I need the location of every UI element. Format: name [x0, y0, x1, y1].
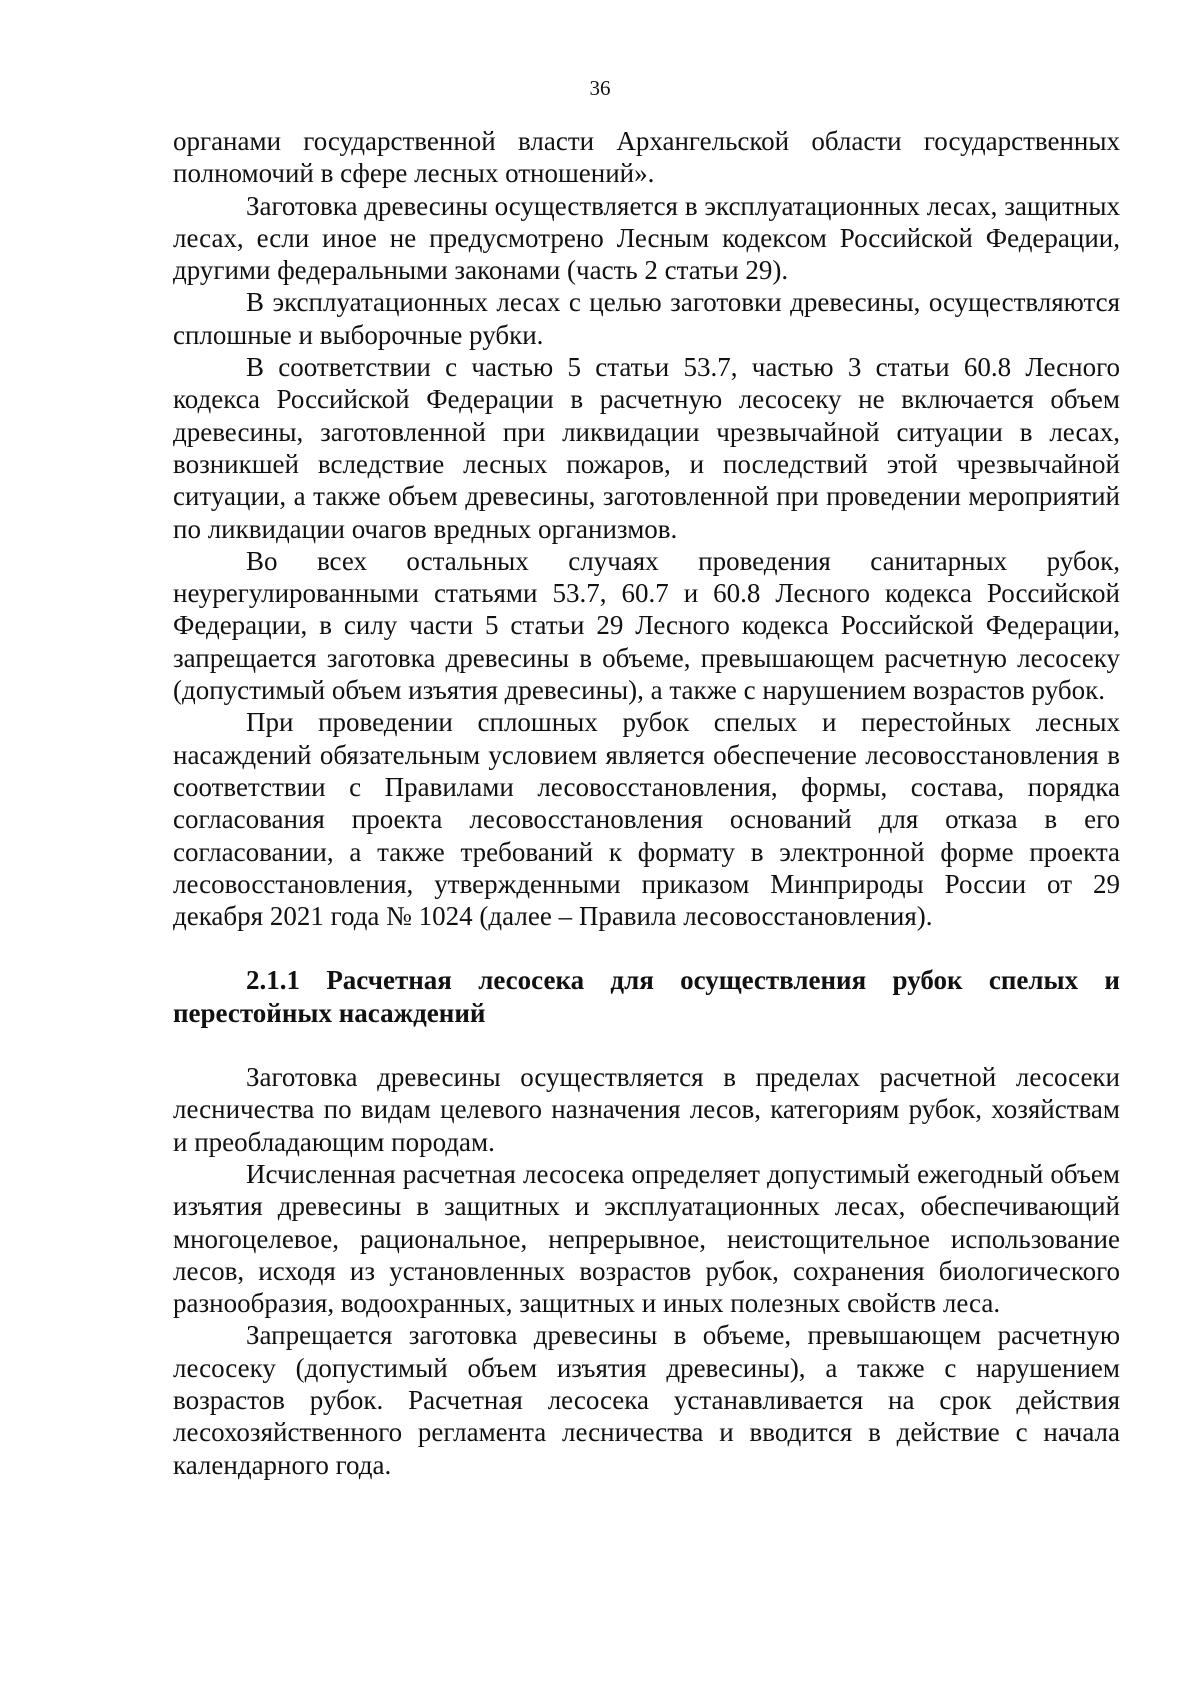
paragraph-continuation: органами государственной власти Архангельской области государственных полномочий в сфере лесных отношений».: [173, 126, 1120, 189]
spacer: [173, 932, 1120, 964]
page-number: 36: [589, 76, 611, 100]
spacer: [173, 1029, 1120, 1061]
paragraph: Запрещается заготовка древесины в объеме, превышающем расчетную лесосеку (допустимый объем изъятия древесины), а также с нарушением возрастов рубок. Расчетная лесосека устанавливается на срок действия лесохозяйственного регламента лесничества и вводится в действие с начала календарного года.: [173, 1320, 1120, 1480]
paragraph: В эксплуатационных лесах с целью заготовки древесины, осуществляются сплошные и выборочные рубки.: [173, 287, 1120, 350]
section-heading: 2.1.1 Расчетная лесосека для осуществления рубок спелых и перестойных насаждений: [173, 965, 1120, 1028]
paragraph: Заготовка древесины осуществляется в эксплуатационных лесах, защитных лесах, если иное не предусмотрено Лесным кодексом Российской Федерации, другими федеральными законами (часть 2 статьи 29).: [173, 190, 1120, 286]
paragraph: Во всех остальных случаях проведения санитарных рубок, неурегулированными статьями 53.7, 60.7 и 60.8 Лесного кодекса Российской Федерации, в силу части 5 статьи 29 Лесного кодекса Российской Федерации, запрещается заготовка древесины в объеме, превышающем расчетную лесосеку (допустимый объем изъятия древесины), а также с нарушением возрастов рубок.: [173, 545, 1120, 706]
paragraph: При проведении сплошных рубок спелых и перестойных лесных насаждений обязательным условием является обеспечение лесовосстановления в соответствии с Правилами лесовосстановления, формы, состава, порядка согласования проекта лесовосстановления оснований для отказа в его согласовании, а также требований к формату в электронной форме проекта лесовосстановления, утвержденными приказом Минприроды России от 29 декабря 2021 года № 1024 (далее – Правила лесовосстановления).: [173, 707, 1120, 932]
paragraph: В соответствии с частью 5 статьи 53.7, частью 3 статьи 60.8 Лесного кодекса Российской Федерации в расчетную лесосеку не включается объем древесины, заготовленной при ликвидации чрезвычайной ситуации в лесах, возникшей вследствие лесных пожаров, и последствий этой чрезвычайной ситуации, а также объем древесины, заготовленной при проведении мероприятий по ликвидации очагов вредных организмов.: [173, 352, 1120, 544]
document-body: [173, 125, 1120, 1481]
paragraph: Исчисленная расчетная лесосека определяет допустимый ежегодный объем изъятия древесины в защитных и эксплуатационных лесах, обеспечивающий многоцелевое, рациональное, непрерывное, неистощительное использование лесов, исходя из установленных возрастов рубок, сохранения биологического разнообразия, водоохранных, защитных и иных полезных свойств леса.: [173, 1158, 1120, 1319]
paragraph: Заготовка древесины осуществляется в пределах расчетной лесосеки лесничества по видам целевого назначения лесов, категориям рубок, хозяйствам и преобладающим породам.: [173, 1062, 1120, 1157]
